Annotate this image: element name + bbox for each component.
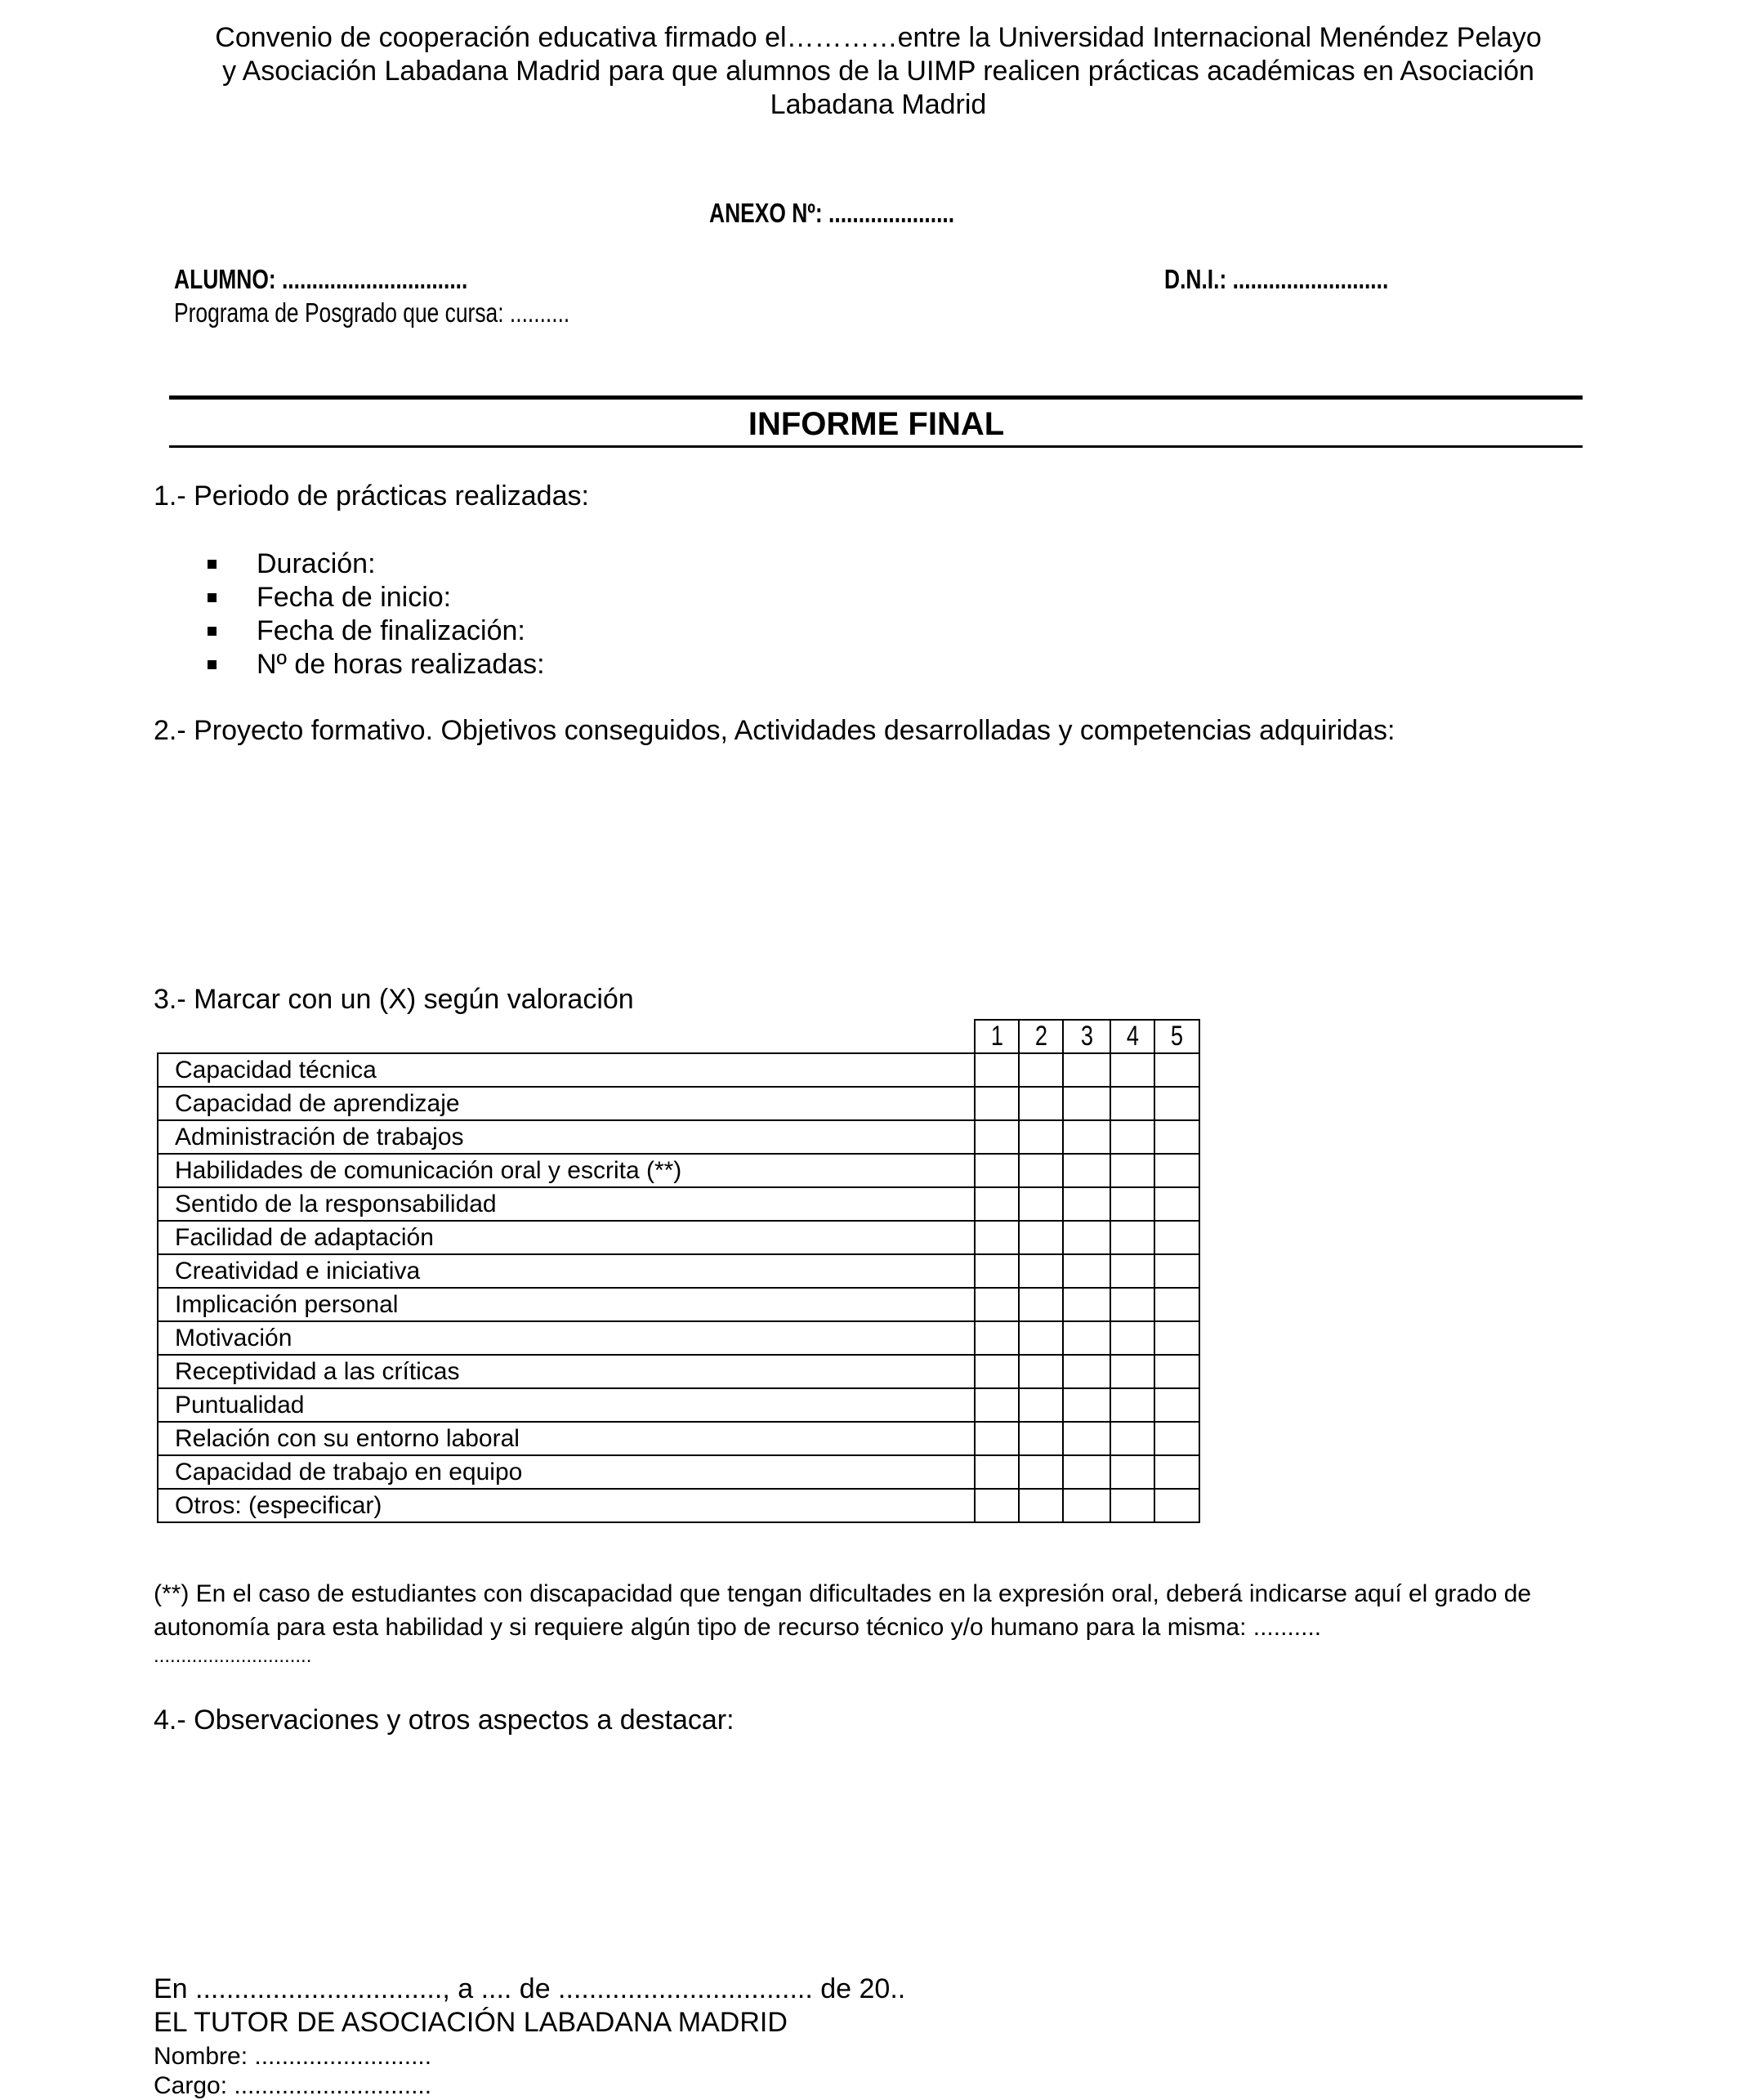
note-line-1: (**) En el caso de estudiantes con discapacidad que tengan dificultades en la expresión oral, deberá indicarse aquí el grado de [154,1580,1532,1607]
rating-scale-5: 5 [1154,1020,1199,1053]
rating-cell-4[interactable] [1110,1388,1154,1422]
rating-cell-2[interactable] [1019,1221,1063,1254]
rating-cell-5[interactable] [1154,1120,1199,1154]
rating-cell-2[interactable] [1019,1187,1063,1221]
rating-cell-5[interactable] [1154,1221,1199,1254]
header-line-2: y Asociación Labadana Madrid para que alumnos de la UIMP realicen prácticas académicas en Asociación [222,56,1534,87]
rating-scale-4: 4 [1110,1020,1154,1053]
rating-cell-2[interactable] [1019,1321,1063,1355]
rating-cell-1[interactable] [975,1221,1019,1254]
rating-cell-4[interactable] [1110,1053,1154,1087]
rating-cell-5[interactable] [1154,1087,1199,1120]
student-name-field: ALUMNO: ............................... [174,264,468,294]
rating-scale-row [158,1020,1199,1053]
rating-cell-3[interactable] [1063,1120,1110,1154]
rating-cell-1[interactable] [975,1422,1019,1455]
criterion-label: Motivación [158,1321,975,1355]
rating-cell-2[interactable] [1019,1120,1063,1154]
agreement-header [167,21,1589,122]
rating-cell-3[interactable] [1063,1388,1110,1422]
table-row [158,1489,1199,1522]
rating-cell-2[interactable] [1019,1355,1063,1388]
postgraduate-program-field: Programa de Posgrado que cursa: .......... [174,297,570,328]
bullet-square-icon [208,593,217,602]
rating-cell-3[interactable] [1063,1455,1110,1489]
criterion-label: Capacidad de aprendizaje [158,1087,975,1120]
rating-cell-2[interactable] [1019,1154,1063,1187]
criterion-label: Creatividad e iniciativa [158,1254,975,1288]
anexo-number-field: ANEXO Nº: ..................... [709,198,955,228]
rating-cell-5[interactable] [1154,1254,1199,1288]
rating-cell-2[interactable] [1019,1053,1063,1087]
table-row [158,1321,1199,1355]
bullet-square-icon [208,627,217,636]
rating-cell-2[interactable] [1019,1422,1063,1455]
rating-cell-1[interactable] [975,1455,1019,1489]
rating-cell-1[interactable] [975,1120,1019,1154]
rating-cell-1[interactable] [975,1053,1019,1087]
rating-cell-3[interactable] [1063,1221,1110,1254]
rating-cell-1[interactable] [975,1321,1019,1355]
table-row [158,1120,1199,1154]
rating-cell-3[interactable] [1063,1321,1110,1355]
title-bottom-rule [169,445,1583,448]
table-row [158,1388,1199,1422]
rating-cell-5[interactable] [1154,1388,1199,1422]
rating-cell-2[interactable] [1019,1489,1063,1522]
rating-cell-3[interactable] [1063,1053,1110,1087]
table-row [158,1221,1199,1254]
table-row [158,1355,1199,1388]
criterion-label: Puntualidad [158,1388,975,1422]
rating-cell-1[interactable] [975,1154,1019,1187]
table-row [158,1053,1199,1087]
table-row [158,1422,1199,1455]
list-item [206,581,545,614]
rating-cell-1[interactable] [975,1388,1019,1422]
list-item [206,614,545,648]
rating-cell-3[interactable] [1063,1422,1110,1455]
rating-cell-5[interactable] [1154,1187,1199,1221]
table-row [158,1288,1199,1321]
rating-cell-5[interactable] [1154,1321,1199,1355]
criterion-label: Receptividad a las críticas [158,1355,975,1388]
list-item-label: Fecha de inicio: [257,582,452,613]
rating-cell-3[interactable] [1063,1288,1110,1321]
table-row [158,1455,1199,1489]
table-row [158,1154,1199,1187]
header-line-1: Convenio de cooperación educativa firmado el…………entre la Universidad Internacional Menéndez Pelayo [215,22,1542,53]
criterion-label: Sentido de la responsabilidad [158,1187,975,1221]
rating-cell-4[interactable] [1110,1187,1154,1221]
criterion-label: Facilidad de adaptación [158,1221,975,1254]
rating-cell-2[interactable] [1019,1388,1063,1422]
rating-cell-4[interactable] [1110,1221,1154,1254]
rating-cell-5[interactable] [1154,1053,1199,1087]
criterion-label: Capacidad técnica [158,1053,975,1087]
report-title: INFORME FINAL [748,406,1005,442]
rating-cell-1[interactable] [975,1254,1019,1288]
rating-cell-5[interactable] [1154,1154,1199,1187]
rating-cell-3[interactable] [1063,1489,1110,1522]
rating-cell-5[interactable] [1154,1288,1199,1321]
criterion-label: Otros: (especificar) [158,1489,975,1522]
rating-cell-3[interactable] [1063,1254,1110,1288]
header-line-3: Labadana Madrid [770,89,987,120]
note-line-2: autonomía para esta habilidad y si requiere algún tipo de recurso técnico y/o humano para la misma: .......... [154,1614,1322,1641]
rating-cell-4[interactable] [1110,1288,1154,1321]
rating-table [157,1019,1200,1523]
rating-cell-4[interactable] [1110,1087,1154,1120]
rating-cell-4[interactable] [1110,1321,1154,1355]
rating-cell-4[interactable] [1110,1489,1154,1522]
criterion-label: Habilidades de comunicación oral y escrita (**) [158,1154,975,1187]
rating-cell-5[interactable] [1154,1455,1199,1489]
rating-cell-4[interactable] [1110,1120,1154,1154]
table-row [158,1254,1199,1288]
list-item-label: Nº de horas realizadas: [257,649,545,680]
rating-cell-4[interactable] [1110,1154,1154,1187]
rating-cell-2[interactable] [1019,1087,1063,1120]
rating-cell-1[interactable] [975,1489,1019,1522]
rating-cell-3[interactable] [1063,1355,1110,1388]
rating-cell-2[interactable] [1019,1455,1063,1489]
list-item [206,648,545,681]
rating-cell-1[interactable] [975,1288,1019,1321]
rating-cell-1[interactable] [975,1087,1019,1120]
tutor-name-field: Nombre: .......................... [154,2043,432,2070]
list-item-label: Fecha de finalización: [257,615,525,646]
criterion-label: Capacidad de trabajo en equipo [158,1455,975,1489]
criterion-label: Administración de trabajos [158,1120,975,1154]
rating-cell-2[interactable] [1019,1254,1063,1288]
rating-header-blank [158,1020,975,1053]
rating-cell-3[interactable] [1063,1154,1110,1187]
rating-scale-1: 1 [975,1020,1019,1053]
criterion-label: Relación con su entorno laboral [158,1422,975,1455]
section-3-title: 3.- Marcar con un (X) según valoración [154,984,634,1015]
rating-cell-5[interactable] [1154,1422,1199,1455]
accessibility-note [154,1577,1592,1669]
rating-cell-2[interactable] [1019,1288,1063,1321]
tutor-label: EL TUTOR DE ASOCIACIÓN LABADANA MADRID [154,2007,788,2038]
period-details-list [206,547,545,681]
tutor-position-field: Cargo: ............................. [154,2072,432,2099]
rating-cell-4[interactable] [1110,1455,1154,1489]
bullet-square-icon [208,660,217,669]
dni-field: D.N.I.: .......................... [1164,264,1389,294]
rating-cell-1[interactable] [975,1187,1019,1221]
place-date-line: En ................................, a .... de ................................. de 20.. [154,1973,906,2004]
section-4-title: 4.- Observaciones y otros aspectos a destacar: [154,1705,735,1736]
table-row [158,1187,1199,1221]
rating-cell-4[interactable] [1110,1355,1154,1388]
rating-cell-1[interactable] [975,1355,1019,1388]
section-1-title: 1.- Periodo de prácticas realizadas: [154,480,589,512]
table-row [158,1087,1199,1120]
list-item [206,547,545,581]
rating-cell-3[interactable] [1063,1187,1110,1221]
list-item-label: Duración: [257,548,376,579]
title-top-rule [169,395,1583,400]
section-2-title: 2.- Proyecto formativo. Objetivos conseguidos, Actividades desarrolladas y competencias adquiridas: [154,715,1395,746]
rating-cell-3[interactable] [1063,1087,1110,1120]
rating-scale-2: 2 [1019,1020,1063,1053]
rating-cell-5[interactable] [1154,1489,1199,1522]
rating-scale-3: 3 [1063,1020,1110,1053]
bullet-square-icon [208,560,217,569]
note-line-3: ............................. [154,1645,312,1667]
rating-cell-5[interactable] [1154,1355,1199,1388]
rating-cell-4[interactable] [1110,1422,1154,1455]
rating-cell-4[interactable] [1110,1254,1154,1288]
criterion-label: Implicación personal [158,1288,975,1321]
